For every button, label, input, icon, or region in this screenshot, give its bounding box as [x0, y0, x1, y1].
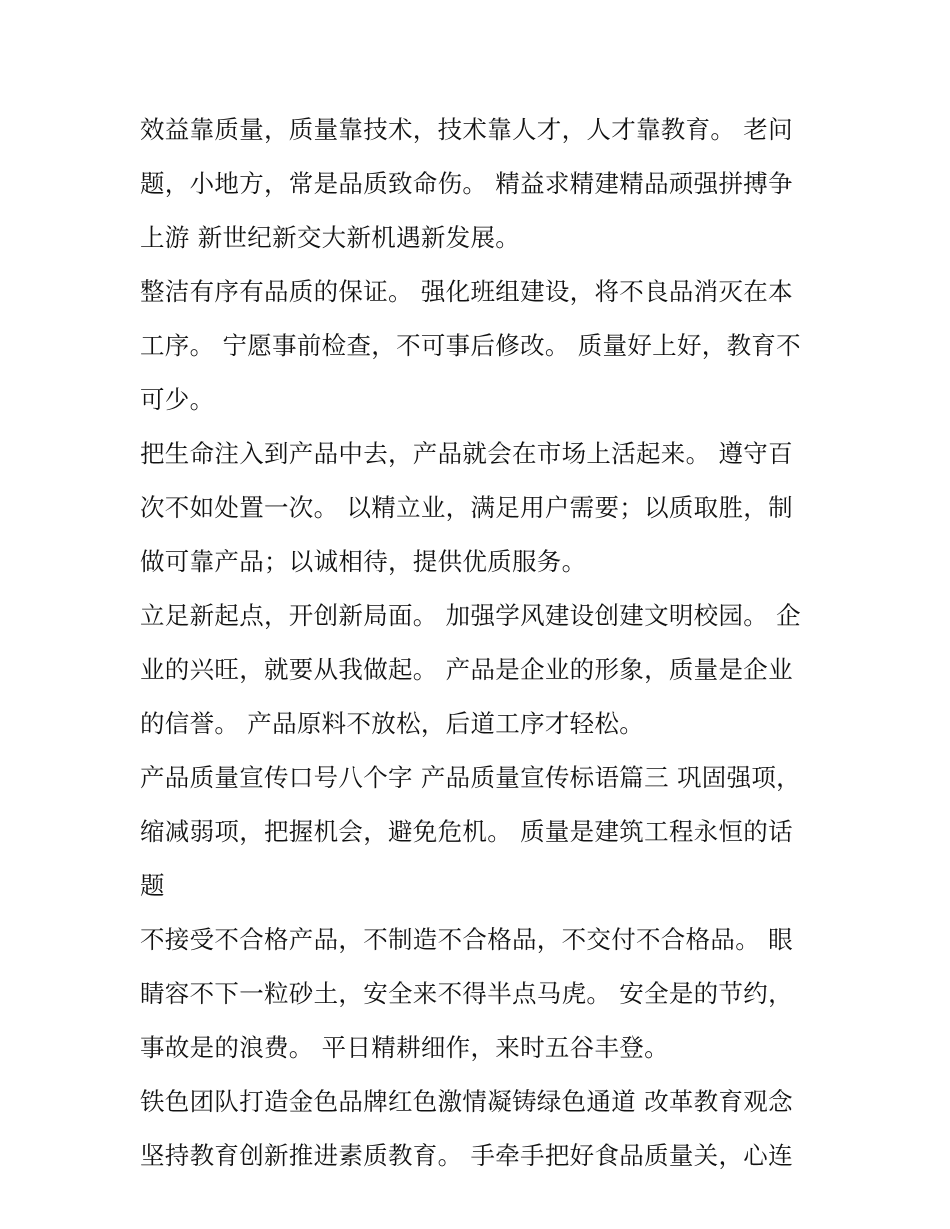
text-line: 上游 新世纪新交大新机遇新发展。	[140, 223, 521, 252]
text-line: 工序。 宁愿事前检查，不可事后修改。 质量好上好，教育不	[140, 331, 801, 360]
text-line: 次不如处置一次。 以精立业，满足用户需要；以质取胜，制	[140, 493, 793, 522]
paragraph	[140, 103, 820, 265]
text-line: 坚持教育创新推进素质教育。 手牵手把好食品质量关，心连	[140, 1141, 793, 1170]
text-line: 缩减弱项，把握机会，避免危机。 质量是建筑工程永恒的话	[140, 817, 793, 846]
text-line: 立足新起点，开创新局面。 加强学风建设创建文明校园。 企	[140, 601, 801, 630]
paragraph	[140, 1075, 820, 1183]
paragraph	[140, 265, 820, 427]
text-line: 整洁有序有品质的保证。 强化班组建设，将不良品消灭在本	[140, 277, 793, 306]
paragraph	[140, 427, 820, 589]
text-line: 产品质量宣传口号八个字 产品质量宣传标语篇三 巩固强项，	[140, 763, 801, 792]
text-line: 可少。	[140, 385, 215, 414]
paragraph	[140, 751, 820, 913]
text-line: 做可靠产品；以诚相待，提供优质服务。	[140, 547, 587, 576]
paragraph	[140, 589, 820, 751]
text-line: 效益靠质量，质量靠技术，技术靠人才，人才靠教育。 老问	[140, 115, 793, 144]
text-line: 把生命注入到产品中去，产品就会在市场上活起来。 遵守百	[140, 439, 793, 468]
text-line: 题	[140, 871, 165, 900]
text-line: 不接受不合格产品，不制造不合格品，不交付不合格品。 眼	[140, 925, 793, 954]
paragraph	[140, 913, 820, 1075]
text-line: 铁色团队打造金色品牌红色激情凝铸绿色通道 改革教育观念	[140, 1087, 793, 1116]
text-line: 业的兴旺，就要从我做起。 产品是企业的形象，质量是企业	[140, 655, 793, 684]
text-line: 题，小地方，常是品质致命伤。 精益求精建精品顽强拼搏争	[140, 169, 793, 198]
text-line: 的信誉。 产品原料不放松，后道工序才轻松。	[140, 709, 645, 738]
text-line: 睛容不下一粒砂土，安全来不得半点马虎。 安全是的节约，	[140, 979, 793, 1008]
text-line: 事故是的浪费。 平日精耕细作，来时五谷丰登。	[140, 1033, 669, 1062]
document-body	[140, 103, 820, 1183]
